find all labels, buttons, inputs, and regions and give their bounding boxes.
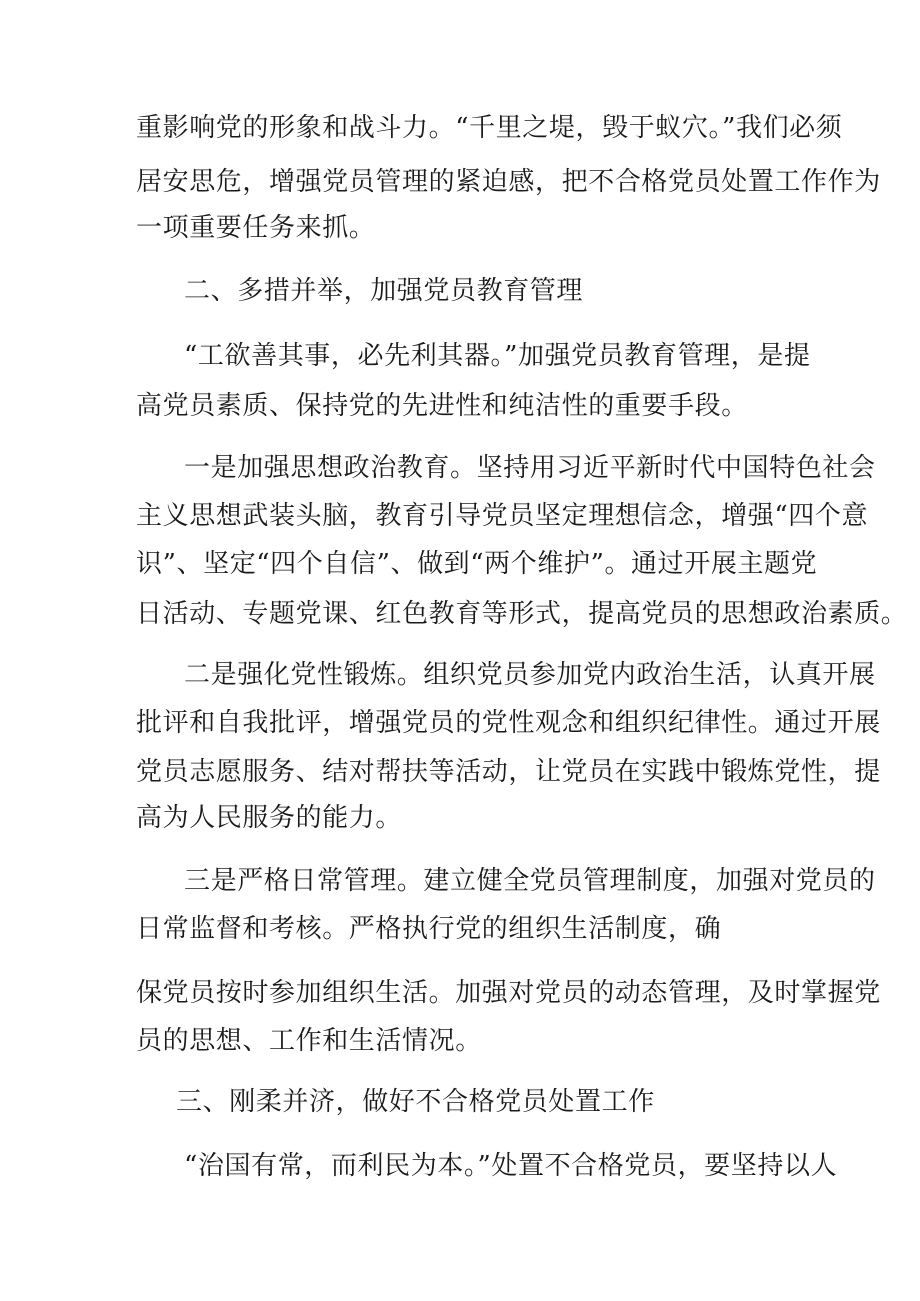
text-line: “工欲善其事，必先利其器。”加强党员教育管理，是提 <box>184 341 811 371</box>
text-line: 一是加强思想政治教育。坚持用习近平新时代中国特色社会 <box>184 453 876 483</box>
text-line: 保党员按时参加组织生活。加强对党员的动态管理，及时掌握党 <box>136 978 881 1008</box>
text-line: 二是强化党性锻炼。组织党员参加党内政治生活，认真开展 <box>184 660 876 690</box>
text-line: 日常监督和考核。严格执行党的组织生活制度，确 <box>136 914 722 944</box>
text-line: 一项重要任务来抓。 <box>136 213 376 243</box>
text-line: 高党员素质、保持党的先进性和纯洁性的重要手段。 <box>136 391 748 421</box>
text-line: 主义思想武装头脑，教育引导党员坚定理想信念，增强“四个意 <box>136 501 869 531</box>
text-line: 重影响党的形象和战斗力。“千里之堤，毁于蚁穴。”我们必须 <box>136 113 843 143</box>
section-heading: 二、多措并举，加强党员教育管理 <box>184 276 584 306</box>
text-line: 党员志愿服务、结对帮扶等活动，让党员在实践中锻炼党性，提 <box>136 757 881 787</box>
text-line: 识”、坚定“四个自信”、做到“两个维护”。通过开展主题党 <box>136 549 818 579</box>
text-line: 日活动、专题党课、红色教育等形式，提高党员的思想政治素质。 <box>136 599 908 629</box>
section-heading: 三、刚柔并济，做好不合格党员处置工作 <box>176 1087 655 1117</box>
text-line: 员的思想、工作和生活情况。 <box>136 1026 482 1056</box>
text-line: 批评和自我批评，增强党员的党性观念和组织纪律性。通过开展 <box>136 708 881 738</box>
text-line: 高为人民服务的能力。 <box>136 803 403 833</box>
text-line: 三是严格日常管理。建立健全党员管理制度，加强对党员的 <box>184 866 876 896</box>
text-line: 居安思危，增强党员管理的紧迫感，把不合格党员处置工作作为 <box>136 167 881 197</box>
text-line: “治国有常，而利民为本。”处置不合格党员，要坚持以人 <box>184 1151 838 1181</box>
